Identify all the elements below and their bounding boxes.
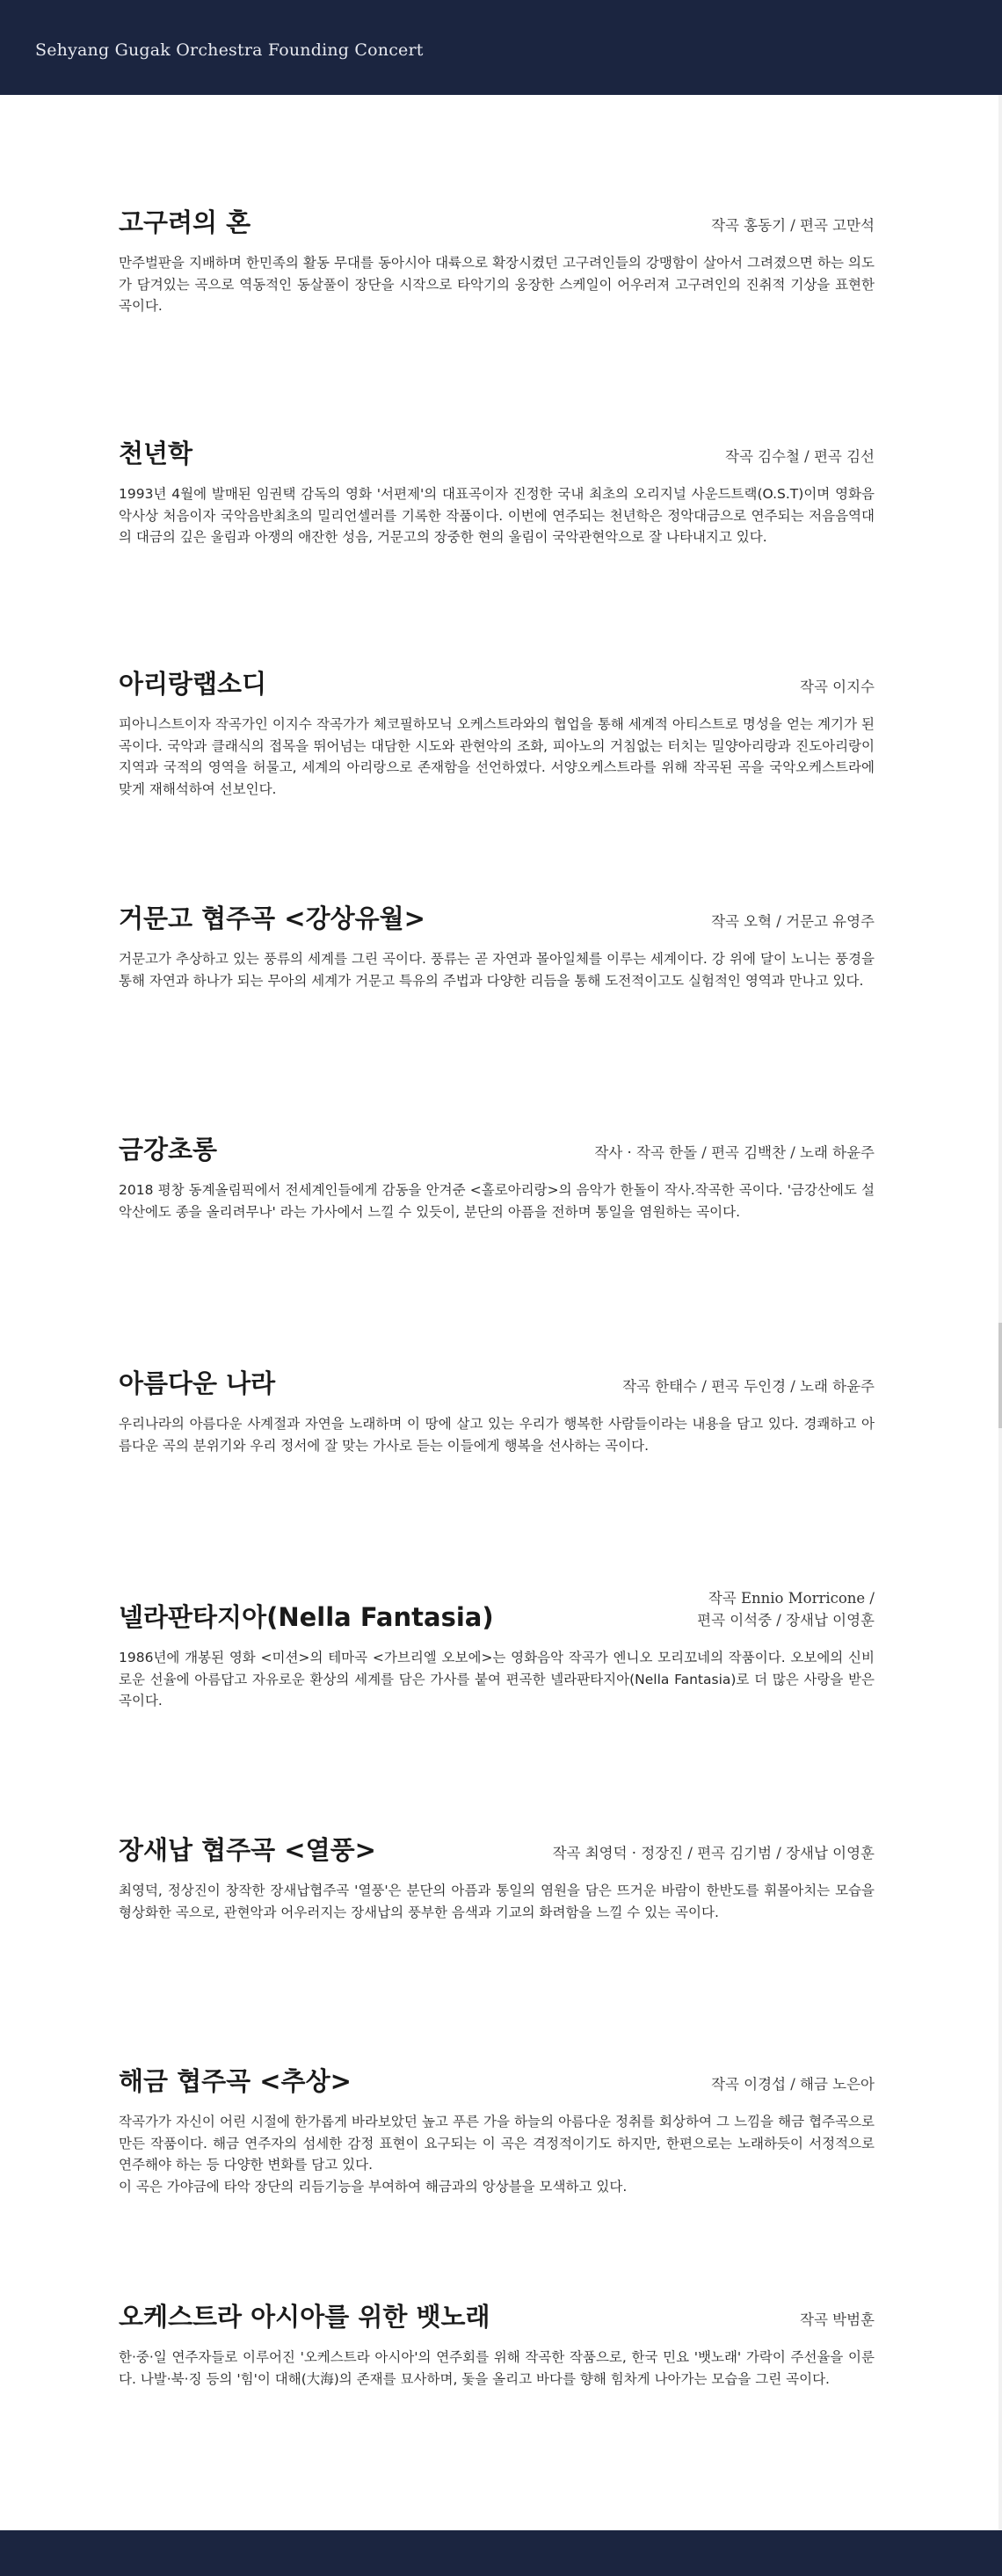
- piece-credit: 작곡 이경섭 / 해금 노은아: [711, 2076, 875, 2093]
- footer-bar: [0, 2530, 1002, 2576]
- piece-credit: 작곡 한태수 / 편곡 두인경 / 노래 하윤주: [622, 1378, 875, 1395]
- program-item: [119, 436, 875, 548]
- piece-description: 2018 평창 동계올림픽에서 전세계인들에게 감동을 안겨준 <홀로아리랑>의 음악가 한돌이 작사.작곡한 곡이다. '금강산에도 설악산에도 종을 올리려무나' 라는 가사에서 느낄 수 있듯이, 분단의 아픔을 전하며 통일을 염원하는 곡이다.: [119, 1182, 875, 1220]
- program-item: [119, 2064, 875, 2197]
- piece-credit: 작곡 이지수: [800, 678, 875, 695]
- piece-title: 아름다운 나라: [119, 1368, 276, 1398]
- program-item: [119, 666, 875, 800]
- piece-title: 천년학: [119, 439, 193, 468]
- piece-credit: 작곡 오혁 / 거문고 유영주: [711, 913, 875, 930]
- program-item: [119, 901, 875, 991]
- program-item: [119, 205, 875, 317]
- piece-title: 넬라판타지아(Nella Fantasia): [119, 1602, 494, 1632]
- program-item: [119, 1132, 875, 1223]
- piece-description: 한·중·일 연주자들로 이루어진 '오케스트라 아시아'의 연주회를 위해 작곡한 작품으로, 한국 민요 '뱃노래' 가락이 주선율을 이룬다. 나발·북·징 등의 '힘'이 대해(大海)의 존재를 묘사하며, 돛을 올리고 바다를 향해 힘차게 나아가는 모습을 그린 곡이다.: [119, 2349, 875, 2387]
- piece-title: 거문고 협주곡 <강상유월>: [119, 903, 425, 933]
- piece-credit: 작곡 박범훈: [800, 2311, 875, 2328]
- piece-description: 1986년에 개봉된 영화 <미션>의 테마곡 <가브리엘 오보에>는 영화음악 작곡가 엔니오 모리꼬네의 작품이다. 오보에의 신비로운 선율에 아름답고 자유로운 환상의 세계를 담은 가사를 붙여 편곡한 넬라판타지아(Nella Fantasia)로 더 많은 사랑을 받은 곡이다.: [119, 1650, 875, 1709]
- program-item: [119, 1590, 875, 1712]
- piece-credit: 작곡 홍동기 / 편곡 고만석: [711, 217, 875, 234]
- piece-title: 고구려의 혼: [119, 207, 251, 237]
- program-item: [119, 1832, 875, 1923]
- piece-description: 거문고가 추상하고 있는 풍류의 세계를 그린 곡이다. 풍류는 곧 자연과 몰아일체를 이루는 세계이다. 강 위에 달이 노니는 풍경을 통해 자연과 하나가 되는 무아의 세계가 거문고 특유의 주법과 다양한 리듬을 통해 도전적이고도 실험적인 영역과 만나고 있다.: [119, 951, 875, 989]
- piece-credit: 작곡 김수철 / 편곡 김선: [725, 448, 875, 465]
- piece-description: 피아니스트이자 작곡가인 이지수 작곡가가 체코필하모닉 오케스트라와의 협업을 통해 세계적 아티스트로 명성을 얻는 계기가 된 곡이다. 국악과 클래식의 접목을 뛰어넘는 대담한 시도와 관현악의 조화, 피아노의 거침없는 터치는 밀양아리랑과 진도아리랑이 지역과 국적의 영역을 허물고, 세계의 아리랑으로 존재함을 선언하였다. 서양오케스트라를 위해 작곡된 곡을 국악오케스트라에 맞게 재해석하여 선보인다.: [119, 716, 875, 797]
- scrollbar-thumb[interactable]: [998, 1323, 1002, 1428]
- program-item: [119, 2299, 875, 2390]
- piece-title: 오케스트라 아시아를 위한 뱃노래: [119, 2302, 490, 2332]
- piece-description: 최영덕, 정상진이 창작한 장새납협주곡 '열풍'은 분단의 아픔과 통일의 염원을 담은 뜨거운 바람이 한반도를 휘몰아치는 모습을 형상화한 곡으로, 관현악과 어우러지는 장새납의 풍부한 음색과 기교의 화려함을 느낄 수 있는 곡이다.: [119, 1883, 875, 1920]
- program-content: [0, 95, 998, 2530]
- piece-description: 작곡가가 자신이 어린 시절에 한가롭게 바라보았던 높고 푸른 가을 하늘의 아름다운 정취를 회상하여 그 느낌을 해금 협주곡으로 만든 작품이다. 해금 연주자의 섬세한 감정 표현이 요구되는 이 곡은 격정적이기도 하지만, 한편으로는 노래하듯이 서정적으로 연주해야 하는 등 다양한 변화를 담고 있다. 이 곡은 가야금에 타악 장단의 리듬기능을 부여하여 해금과의 앙상블을 모색하고 있다.: [119, 2114, 875, 2195]
- concert-title: Sehyang Gugak Orchestra Founding Concert: [35, 40, 424, 60]
- piece-title: 장새납 협주곡 <열풍>: [119, 1835, 376, 1865]
- piece-title: 아리랑랩소디: [119, 669, 267, 699]
- header-bar: [0, 0, 1002, 95]
- scrollbar-track[interactable]: [998, 95, 1002, 2530]
- piece-description: 만주벌판을 지배하며 한민족의 활동 무대를 동아시아 대륙으로 확장시켰던 고구려인들의 강맹함이 살아서 그려졌으면 하는 의도가 담겨있는 곡으로 역동적인 동살풀이 장단을 시작으로 타악기의 웅장한 스케일이 어우러져 고구려인의 진취적 기상을 표현한 곡이다.: [119, 255, 875, 314]
- piece-credit: 작곡 최영덕 · 정장진 / 편곡 김기범 / 장새납 이영훈: [552, 1845, 875, 1861]
- piece-title: 금강초롱: [119, 1135, 218, 1165]
- piece-credit: 작곡 Ennio Morricone / 편곡 이석중 / 장새납 이영훈: [697, 1590, 875, 1629]
- piece-description: 우리나라의 아름다운 사계절과 자연을 노래하며 이 땅에 살고 있는 우리가 행복한 사람들이라는 내용을 담고 있다. 경쾌하고 아름다운 곡의 분위기와 우리 정서에 잘 맞는 가사로 듣는 이들에게 행복을 선사하는 곡이다.: [119, 1416, 875, 1454]
- piece-title: 해금 협주곡 <추상>: [119, 2066, 352, 2096]
- program-item: [119, 1366, 875, 1456]
- piece-credit: 작사 · 작곡 한돌 / 편곡 김백찬 / 노래 하윤주: [594, 1144, 875, 1161]
- piece-description: 1993년 4월에 발매된 임권택 감독의 영화 '서편제'의 대표곡이자 진정한 국내 최초의 오리지널 사운드트랙(O.S.T)이며 영화음악사상 처음이자 국악음반최초의 밀리언셀러를 기록한 작품이다. 이번에 연주되는 천년학은 정악대금으로 연주되는 저음음역대의 대금의 깊은 울림과 아쟁의 애잔한 성음, 거문고의 장중한 현의 울림이 국악관현악으로 잘 나타내지고 있다.: [119, 486, 875, 545]
